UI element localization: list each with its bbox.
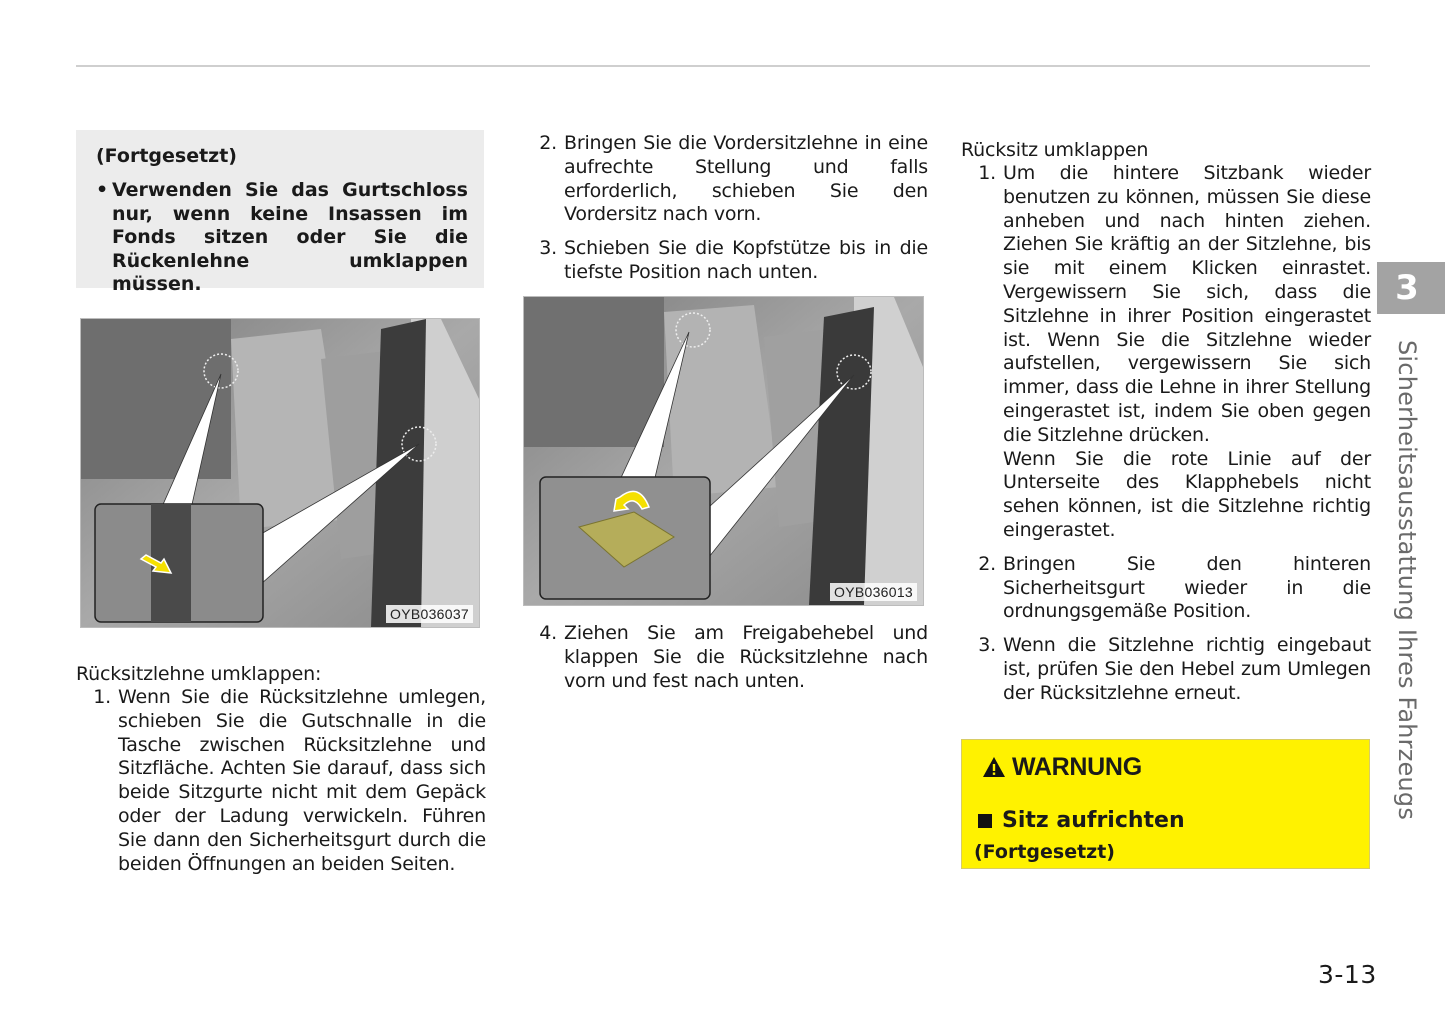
step-list xyxy=(961,162,1371,706)
step-text: Ziehen Sie am Freigabehebel und klappen Sie die Rücksitzlehne nach vorn und fest nach unten. xyxy=(564,622,928,692)
step-item xyxy=(961,162,1371,543)
step-number: 3. xyxy=(978,634,996,657)
step-number: 4. xyxy=(539,622,557,644)
release-lever-illustration xyxy=(524,297,923,605)
step-number: 1. xyxy=(93,686,111,708)
step-number: 2. xyxy=(539,132,557,154)
step-item xyxy=(76,686,486,876)
page-number: 3-13 xyxy=(1318,960,1377,989)
caution-text: Verwenden Sie das Gurtschloss nur, wenn keine Insassen im Fonds sitzen oder Sie die Rückenlehne umklappen müssen. xyxy=(112,179,468,295)
chapter-tab: 3 xyxy=(1377,262,1445,314)
caution-item xyxy=(96,179,468,297)
header-rule xyxy=(76,65,1370,67)
warning-continued: (Fortgesetzt) xyxy=(974,841,1115,863)
warning-title xyxy=(982,752,1142,782)
step-text: Wenn die Sitzlehne richtig eingebaut ist, prüfen Sie den Hebel zum Umlegen der Rücksitzlehne erneut. xyxy=(1003,634,1371,704)
step-item xyxy=(522,237,928,285)
warning-subtitle xyxy=(978,808,1185,834)
fold-down-section xyxy=(76,662,486,886)
bullet-icon: • xyxy=(96,179,109,201)
step-text xyxy=(1003,162,1371,543)
rear-seat-illustration xyxy=(81,319,479,627)
warning-box xyxy=(961,739,1370,869)
step-item xyxy=(522,132,928,227)
warning-title-text: WARNUNG xyxy=(1012,753,1142,781)
step-text: Bringen Sie den hinteren Sicherheitsgurt wieder in die ordnungsgemäße Position. xyxy=(1003,552,1371,623)
step-number: 3. xyxy=(539,237,557,260)
step-text: Wenn Sie die Rücksitzlehne umlegen, schieben Sie die Gutschnalle in die Tasche zwischen Rücksitzlehne und Sitzfläche. Achten Sie darauf, dass sich beide Sitzgurte nicht mit dem Gepäck oder der Ladung verwickeln. Führen Sie dann den Sicherheitsgurt durch die beiden Öffnungen an beiden Seiten. xyxy=(118,686,486,875)
caution-box xyxy=(76,130,484,295)
step-item xyxy=(522,622,928,693)
fold-down-steps-continued xyxy=(522,132,928,295)
step-number: 2. xyxy=(978,552,996,575)
figure-release-lever xyxy=(523,296,924,606)
fold-down-step-4 xyxy=(522,622,928,703)
section-label: Rücksitz umklappen xyxy=(961,139,1149,161)
figure-rear-seat-buckle xyxy=(80,318,480,628)
figure-code: OYB036013 xyxy=(830,583,917,601)
section-label: Rücksitzlehne umklappen: xyxy=(76,663,322,685)
chapter-title: Sicherheitsausstattung Ihres Fahrzeugs xyxy=(1393,340,1421,821)
square-bullet-icon xyxy=(978,814,992,828)
warning-subtitle-text: Sitz aufrichten xyxy=(1002,808,1185,833)
step-list xyxy=(522,622,928,693)
step-note: Wenn Sie die rote Linie auf der Unterseite des Klapphebels nicht sehen können, ist die Sitzlehne richtig eingerastet. xyxy=(1003,447,1371,541)
figure-code: OYB036037 xyxy=(386,605,473,623)
fold-up-section xyxy=(961,138,1371,716)
caution-heading: (Fortgesetzt) xyxy=(96,145,237,167)
step-text: Bringen Sie die Vordersitzlehne in eine aufrechte Stellung und falls erforderlich, schieben Sie den Vordersitz nach vorn. xyxy=(564,132,928,226)
step-list xyxy=(76,686,486,876)
step-item xyxy=(961,634,1371,705)
step-item xyxy=(961,553,1371,624)
warning-triangle-icon xyxy=(982,756,1006,778)
step-body: Um die hintere Sitzbank wieder benutzen zu können, müssen Sie diese anheben und nach hinten ziehen. Ziehen Sie kräftig an der Sitzlehne, bis sie mit einem Klicken einrastet. Vergewissern Sie sich, dass die Sitzlehne in ihrer Position eingerastet ist. Wenn Sie die Sitzlehne wieder aufstellen, vergewissern Sie sich immer, dass die Lehne in ihrer Stellung eingerastet ist, indem Sie oben gegen die Sitzlehne drücken. xyxy=(1003,162,1371,446)
step-list xyxy=(522,132,928,285)
step-number: 1. xyxy=(978,162,996,184)
step-text: Schieben Sie die Kopfstütze bis in die tiefste Position nach unten. xyxy=(564,237,928,283)
